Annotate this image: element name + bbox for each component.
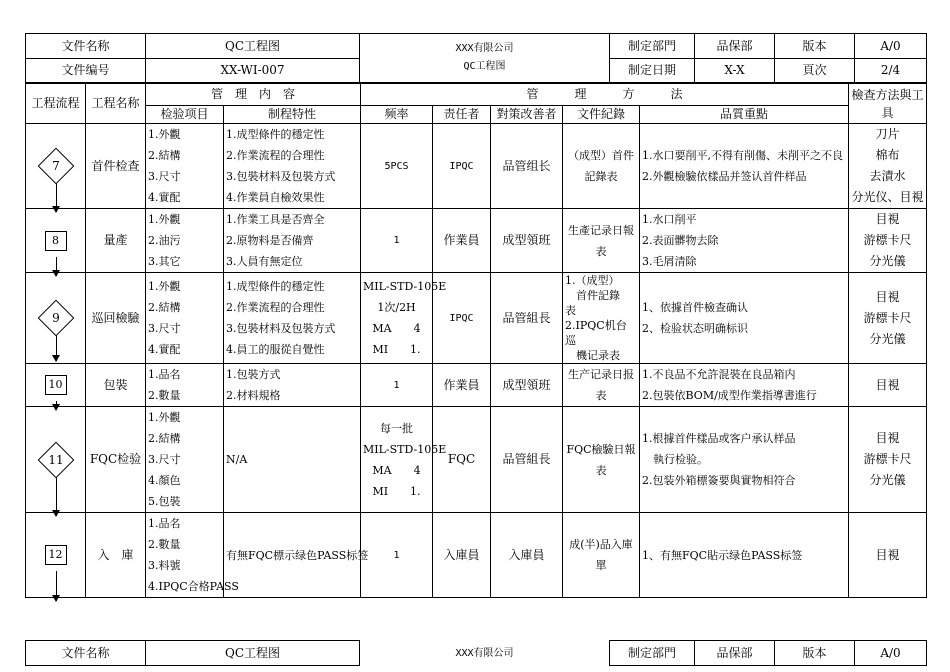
check-item: 3.尺寸 xyxy=(148,170,181,183)
record-cell xyxy=(563,273,640,364)
flow-step-number: 7 xyxy=(51,159,60,173)
process-chars-cell: N/A xyxy=(224,407,361,513)
record-line: 巡 xyxy=(565,334,577,347)
record-cell: 生产记录日报表 xyxy=(563,364,640,407)
col-process-char: 制程特性 xyxy=(224,106,361,124)
quality-point: 2.表面髒物去除 xyxy=(642,234,719,247)
check-item: 2.結構 xyxy=(148,432,181,445)
quality-cell xyxy=(640,364,849,407)
check-item: 2.數量 xyxy=(148,389,181,402)
col-owner: 责任者 xyxy=(433,106,491,124)
quality-cell xyxy=(640,209,849,273)
check-item: 1.品名 xyxy=(148,517,181,530)
tools-cell xyxy=(849,124,927,209)
process-chars-cell xyxy=(224,364,361,407)
quality-point: 1、有無FQC貼示绿色PASS标签 xyxy=(642,548,803,562)
tools-cell xyxy=(849,513,927,598)
check-item: 2.油污 xyxy=(148,234,181,247)
quality-point: 1.根據首件樣品或客户承认样品 xyxy=(642,432,796,445)
col-process-name: 工程名称 xyxy=(86,84,146,124)
process-name: 入 庫 xyxy=(86,513,146,598)
process-char: 2.材料規格 xyxy=(226,389,281,402)
quality-point: 3.毛屑清除 xyxy=(642,255,697,268)
flow-step-cell xyxy=(26,209,86,273)
record-line: 1.（成型） xyxy=(565,274,620,287)
flow-step-number: 9 xyxy=(51,311,60,325)
doc-no-label: 文件编号 xyxy=(26,59,146,83)
flow-step-cell xyxy=(26,364,86,407)
check-item: 1.品名 xyxy=(148,368,181,381)
check-item: 1.外觀 xyxy=(148,280,181,293)
quality-point: 1.水口削平 xyxy=(642,213,697,226)
col-flow: 工程流程 xyxy=(26,84,86,124)
process-chars-cell xyxy=(224,273,361,364)
process-char: 2.作業流程的合理性 xyxy=(226,301,325,314)
col-check-item: 检验项目 xyxy=(146,106,224,124)
version-label: 版本 xyxy=(775,34,855,59)
tool: 分光儀 xyxy=(869,473,906,487)
process-chars-cell xyxy=(224,209,361,273)
improver-cell: 成型領班 xyxy=(491,364,563,407)
flow-step-cell xyxy=(26,273,86,364)
tool: 分光仪、目視 xyxy=(851,190,924,204)
check-items-cell xyxy=(146,209,224,273)
tool: 棉布 xyxy=(875,148,900,162)
date-label: 制定日期 xyxy=(610,59,695,83)
tools-cell xyxy=(849,364,927,407)
record-cell: FQC檢驗日報表 xyxy=(563,407,640,513)
check-items-cell xyxy=(146,124,224,209)
record-line: 機记录表 xyxy=(565,349,621,362)
process-name: FQC检验 xyxy=(86,407,146,513)
tool: 刀片 xyxy=(875,127,900,141)
check-items-cell xyxy=(146,407,224,513)
check-item: 4.IPQC合格PASS xyxy=(148,580,239,593)
footer-dept: 品保部 xyxy=(695,641,775,666)
tool: 游標卡尺 xyxy=(863,233,912,247)
page-value: 2/4 xyxy=(855,59,927,83)
improver-cell: 成型領班 xyxy=(491,209,563,273)
quality-cell xyxy=(640,124,849,209)
col-improver: 對策改善者 xyxy=(491,106,563,124)
check-item: 4.顏色 xyxy=(148,474,181,487)
footer-version-label: 版本 xyxy=(775,641,855,666)
flow-step-cell xyxy=(26,513,86,598)
version-value: A/0 xyxy=(855,34,927,59)
check-item: 2.結構 xyxy=(148,301,181,314)
quality-cell xyxy=(640,407,849,513)
quality-cell xyxy=(640,513,849,598)
process-char: 1.成型條件的穩定性 xyxy=(226,280,325,293)
footer-company: XXX有限公司 xyxy=(455,647,514,659)
frequency-line: MIL-STD-105E xyxy=(363,442,447,456)
process-name: 量產 xyxy=(86,209,146,273)
frequency-line: MA 4 xyxy=(372,463,421,477)
improver-cell: 入庫員 xyxy=(491,513,563,598)
flow-arrow-icon xyxy=(56,571,57,601)
col-quality-points: 品質重點 xyxy=(640,106,849,124)
process-char: 3.包裝材料及包裝方式 xyxy=(226,322,336,335)
company-block xyxy=(360,34,610,83)
owner-cell: IPQC xyxy=(433,124,491,209)
process-char: 2.作業流程的合理性 xyxy=(226,149,325,162)
check-item: 3.尺寸 xyxy=(148,453,181,466)
doc-no: XX-WI-007 xyxy=(146,59,360,83)
tools-cell xyxy=(849,273,927,364)
improver-cell: 品管組長 xyxy=(491,273,563,364)
dept-label: 制定部門 xyxy=(610,34,695,59)
tool: 去漬水 xyxy=(869,169,906,183)
inspection-diamond-icon xyxy=(37,148,74,185)
inspection-diamond-icon xyxy=(37,441,74,478)
tool: 目視 xyxy=(875,431,900,445)
owner-cell: FQC xyxy=(433,407,491,513)
process-row xyxy=(26,209,927,273)
footer-doc-name: QC工程图 xyxy=(146,641,360,666)
record-line: 表 xyxy=(565,304,577,317)
record-line: 2.IPQC机台 xyxy=(565,319,627,332)
process-char: 3.包裝材料及包裝方式 xyxy=(226,170,336,183)
quality-point: 2.包装外箱標簽要與實物相符合 xyxy=(642,474,796,487)
check-item: 1.外觀 xyxy=(148,128,181,141)
improver-cell: 品管組長 xyxy=(491,407,563,513)
process-row xyxy=(26,273,927,364)
doc-name: QC工程图 xyxy=(146,34,360,59)
col-mgmt-method: 管 理 方 法 xyxy=(361,84,849,106)
header-table xyxy=(25,33,927,83)
process-chars-cell xyxy=(224,124,361,209)
check-items-cell xyxy=(146,273,224,364)
record-cell: 生產记录日報表 xyxy=(563,209,640,273)
col-tools: 檢查方法與工具 xyxy=(849,84,927,124)
frequency-cell xyxy=(361,273,447,364)
tool: 目視 xyxy=(875,547,900,562)
flow-step-number: 8 xyxy=(45,231,67,251)
flow-step-number: 11 xyxy=(47,452,64,467)
tool: 分光儀 xyxy=(869,254,906,268)
process-row xyxy=(26,513,927,598)
process-row xyxy=(26,407,927,513)
quality-point: 2.外觀檢驗依樣品并签认首件样品 xyxy=(642,170,807,183)
flow-step-number: 12 xyxy=(45,545,67,565)
process-char: 2.原物料是否備齊 xyxy=(226,234,314,247)
footer-dept-label: 制定部門 xyxy=(610,641,695,666)
check-item: 3.尺寸 xyxy=(148,322,181,335)
company-name: XXX有限公司 xyxy=(455,43,514,54)
owner-cell: 作業員 xyxy=(433,364,491,407)
tool: 目視 xyxy=(875,212,900,226)
process-char: 4.作業員自檢效果性 xyxy=(226,191,325,204)
footer-version: A/0 xyxy=(855,641,927,666)
tools-cell xyxy=(849,209,927,273)
tool: 目視 xyxy=(875,377,900,392)
record-cell: （成型）首件記錄表 xyxy=(563,124,640,209)
frequency-line: 1次/2H xyxy=(377,301,416,314)
check-item: 3.其它 xyxy=(148,255,181,268)
flow-step-cell xyxy=(26,407,86,513)
flow-arrow-icon xyxy=(56,476,57,517)
process-char: 1.包裝方式 xyxy=(226,368,281,381)
process-name: 首件检查 xyxy=(86,124,146,209)
flow-step-cell xyxy=(26,124,86,209)
process-char: 1.成型條件的穩定性 xyxy=(226,128,325,141)
improver-cell: 品管组长 xyxy=(491,124,563,209)
doc-subtitle: QC工程图 xyxy=(463,61,506,72)
process-name: 包裝 xyxy=(86,364,146,407)
page-label: 頁次 xyxy=(775,59,855,83)
check-item: 2.結構 xyxy=(148,149,181,162)
footer-doc-name-label: 文件名称 xyxy=(26,641,146,666)
frequency-cell xyxy=(361,407,447,513)
qc-process-table xyxy=(25,83,927,598)
dept-value: 品保部 xyxy=(695,34,775,59)
tool: 分光儀 xyxy=(869,331,906,346)
flow-arrow-icon xyxy=(56,182,57,212)
frequency-cell: 5PCS xyxy=(361,124,433,209)
owner-cell: 作業員 xyxy=(433,209,491,273)
check-item: 2.數量 xyxy=(148,538,181,551)
frequency-cell: 1 xyxy=(361,364,433,407)
tool: 游標卡尺 xyxy=(863,310,912,325)
frequency-line: 每一批 xyxy=(380,421,414,435)
frequency-line: MI 1. xyxy=(372,343,421,356)
process-name: 巡回檢驗 xyxy=(86,273,146,364)
check-item: 1.外觀 xyxy=(148,411,181,424)
check-item: 5.包裝 xyxy=(148,495,181,508)
check-item: 1.外觀 xyxy=(148,213,181,226)
process-char: 4.員工的服從自覺性 xyxy=(226,343,325,356)
frequency-cell: 1 xyxy=(361,513,433,598)
quality-point: 1.水口要削平,不得有削傷、未削平之不良 xyxy=(642,149,844,162)
owner-cell: IPQC xyxy=(433,273,491,364)
inspection-diamond-icon xyxy=(37,300,74,337)
col-record: 文件紀錄 xyxy=(563,106,640,124)
tool: 游標卡尺 xyxy=(863,452,912,466)
process-chars-cell: 有無FQC標示绿色PASS标签 xyxy=(224,513,361,598)
process-row xyxy=(26,364,927,407)
owner-cell: 入庫員 xyxy=(433,513,491,598)
col-frequency: 频率 xyxy=(361,106,433,124)
check-item: 4.實配 xyxy=(148,191,181,204)
footer-table xyxy=(25,640,927,666)
quality-point: 1.不良品不允許混裝在良品箱内 xyxy=(642,368,796,381)
flow-step-number: 10 xyxy=(45,375,67,395)
frequency-cell: 1 xyxy=(361,209,433,273)
check-items-cell xyxy=(146,364,224,407)
check-item: 4.實配 xyxy=(148,343,181,356)
check-item: 3.料號 xyxy=(148,559,181,572)
quality-point: 2、检验状态明确标识 xyxy=(642,322,749,335)
quality-point: 1、依據首件檢查确认 xyxy=(642,301,749,314)
col-mgmt-content: 管 理 内 容 xyxy=(146,84,361,106)
date-value: X-X xyxy=(695,59,775,83)
quality-cell xyxy=(640,273,849,364)
doc-name-label: 文件名称 xyxy=(26,34,146,59)
frequency-line: MI 1. xyxy=(372,484,421,498)
tool: 目視 xyxy=(875,289,900,304)
process-char: 3.人員有無定位 xyxy=(226,255,303,268)
quality-point: 2.包裝依BOM/成型作業指導書進行 xyxy=(642,389,817,402)
tools-cell xyxy=(849,407,927,513)
record-line: 首件記錄 xyxy=(565,289,621,302)
frequency-line: MA 4 xyxy=(372,322,421,335)
check-items-cell xyxy=(146,513,239,598)
process-row xyxy=(26,124,927,209)
record-cell: 成(半)品入庫單 xyxy=(563,513,640,598)
quality-point: 執行检验。 xyxy=(642,453,709,466)
frequency-line: MIL-STD-105E xyxy=(363,280,447,293)
process-char: 1.作業工具是否齊全 xyxy=(226,213,325,226)
